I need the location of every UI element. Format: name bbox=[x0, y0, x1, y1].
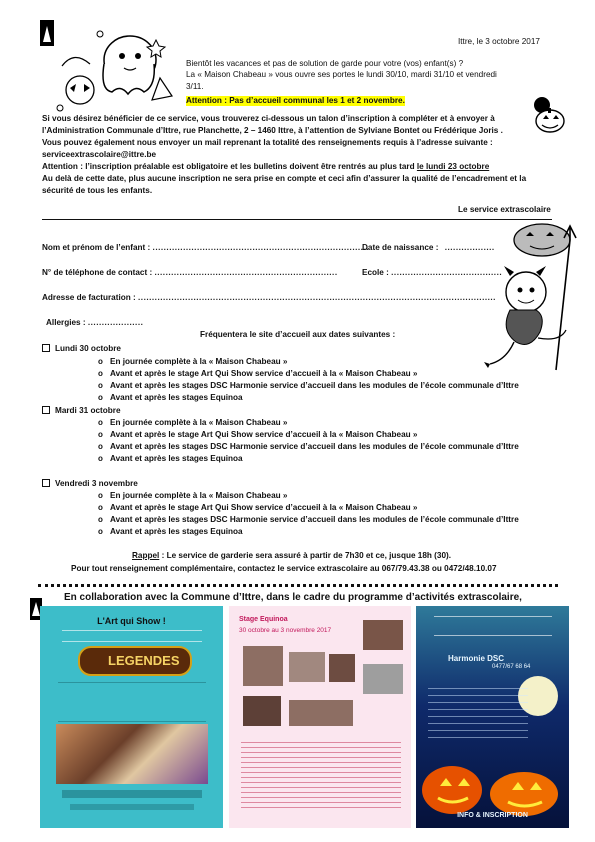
body-line-6: sécurité de tous les enfants. bbox=[42, 186, 153, 195]
option-tuesday-4[interactable] bbox=[98, 454, 243, 464]
deadline-mandatory: l’inscription préalable est obligatoire bbox=[85, 162, 229, 171]
option-label: Avant et après les stages DSC Harmonie service d’accueil dans les modules de l’école communale d’Ittre bbox=[110, 515, 519, 524]
poster1-logo bbox=[78, 646, 192, 676]
bullet-icon: o bbox=[98, 442, 103, 451]
deadline-line bbox=[42, 162, 489, 172]
poster-harmonie-dsc bbox=[416, 606, 569, 828]
ghost-clipart bbox=[40, 20, 175, 115]
poster1-photo bbox=[56, 724, 208, 784]
poster3-footer: INFO & INSCRIPTION bbox=[457, 812, 528, 819]
poster2-photo-6 bbox=[243, 696, 281, 726]
poster2-photo-1 bbox=[243, 646, 283, 686]
rappel-line bbox=[132, 551, 451, 561]
school-dots: ........................................ bbox=[391, 268, 503, 277]
deadline-latest: au plus tard bbox=[368, 162, 415, 171]
option-tuesday-3[interactable] bbox=[98, 442, 519, 452]
child-name-field[interactable] bbox=[42, 243, 369, 253]
deadline-attention: Attention : bbox=[42, 162, 83, 171]
option-friday-2[interactable] bbox=[98, 503, 417, 513]
intro-line-2: La « Maison Chabeau » vous ouvre ses portes le lundi 30/10, mardi 31/10 et vendredi bbox=[186, 70, 497, 79]
poster1-description bbox=[58, 682, 206, 722]
option-monday-1[interactable] bbox=[98, 357, 287, 367]
bullet-icon: o bbox=[98, 357, 103, 366]
checkbox-icon[interactable] bbox=[42, 479, 50, 487]
bullet-icon: o bbox=[98, 369, 103, 378]
deadline-date: le lundi 23 octobre bbox=[416, 162, 490, 171]
pumpkin-clipart bbox=[528, 95, 568, 135]
checkbox-icon[interactable] bbox=[42, 344, 50, 352]
poster3-header-text bbox=[434, 616, 552, 636]
child-name-label: Nom et prénom de l’enfant : bbox=[42, 243, 151, 252]
option-label: Avant et après le stage Art Qui Show service d’accueil à la « Maison Chabeau » bbox=[110, 369, 418, 378]
option-friday-1[interactable] bbox=[98, 491, 287, 501]
option-label: Avant et après le stage Art Qui Show service d’accueil à la « Maison Chabeau » bbox=[110, 503, 418, 512]
poster-equinoa bbox=[229, 606, 411, 828]
phone-dots: .................................................................. bbox=[154, 268, 338, 277]
allergies-field[interactable] bbox=[46, 318, 143, 328]
option-label: Avant et après les stages DSC Harmonie service d’accueil dans les modules de l’école communale d’Ittre bbox=[110, 381, 519, 390]
body-line-2: l’Administration Communale d’Ittre, rue Planchette, 2 – 1460 Ittre, à l’attention de Sylviane Bontet ou Frédérique Joris . bbox=[42, 126, 503, 135]
poster2-photo-2 bbox=[289, 652, 325, 682]
option-label: Avant et après les stages DSC Harmonie service d’accueil dans les modules de l’école communale d’Ittre bbox=[110, 442, 519, 451]
option-friday-4[interactable] bbox=[98, 527, 243, 537]
poster3-brand: Harmonie DSC bbox=[448, 654, 505, 663]
intro-line-3: 3/11. bbox=[186, 82, 204, 91]
contact-line: Pour tout renseignement complémentaire, contactez le service extrascolaire au 067/79.43.38 ou 0472/48.10.07 bbox=[71, 564, 497, 573]
poster2-photo-5 bbox=[363, 664, 403, 694]
day-label: Mardi 31 octobre bbox=[55, 406, 121, 415]
bullet-icon: o bbox=[98, 381, 103, 390]
poster2-title: Stage Equinoa bbox=[239, 616, 288, 623]
bullet-icon: o bbox=[98, 393, 103, 402]
poster2-text-block bbox=[241, 738, 401, 808]
signature: Le service extrascolaire bbox=[458, 205, 551, 214]
option-label: Avant et après les stages Equinoa bbox=[110, 454, 243, 463]
option-tuesday-1[interactable] bbox=[98, 418, 287, 428]
billing-label: Adresse de facturation : bbox=[42, 293, 136, 302]
option-label: En journée complète à la « Maison Chabeau » bbox=[110, 418, 288, 427]
poster1-title: L'Art qui Show ! bbox=[97, 616, 166, 626]
poster-art-qui-show bbox=[40, 606, 223, 828]
billing-dots: ................................................................................................................................. bbox=[138, 293, 496, 302]
day-label: Vendredi 3 novembre bbox=[55, 479, 138, 488]
poster1-footer-band2 bbox=[70, 804, 194, 810]
rappel-text: : Le service de garderie sera assuré à partir de 7h30 et ce, jusque 18h (30). bbox=[159, 551, 452, 560]
attention-banner: Attention : Pas d’accueil communal les 1 et 2 novembre. bbox=[186, 96, 405, 105]
day-checkbox-friday[interactable] bbox=[42, 479, 138, 489]
billing-field[interactable] bbox=[42, 293, 496, 303]
day-label: Lundi 30 octobre bbox=[55, 344, 121, 353]
poster3-phone: 0477/67 68 64 bbox=[492, 664, 531, 670]
poster1-logo-text: LEGENDES bbox=[108, 653, 180, 668]
bullet-icon: o bbox=[98, 527, 103, 536]
intro-line-1: Bientôt les vacances et pas de solution de garde pour votre (vos) enfant(s) ? bbox=[186, 59, 464, 68]
bullet-icon: o bbox=[98, 430, 103, 439]
allergies-label: Allergies : bbox=[46, 318, 86, 327]
poster1-text-lines bbox=[62, 630, 202, 642]
option-label: Avant et après les stages Equinoa bbox=[110, 527, 243, 536]
school-field[interactable] bbox=[362, 268, 502, 278]
option-friday-3[interactable] bbox=[98, 515, 519, 525]
option-tuesday-2[interactable] bbox=[98, 430, 417, 440]
birth-date-label: Date de naissance : bbox=[362, 243, 439, 252]
poster2-photo-7 bbox=[289, 700, 353, 726]
bullet-icon: o bbox=[98, 515, 103, 524]
option-label: Avant et après les stages Equinoa bbox=[110, 393, 243, 402]
body-line-1: Si vous désirez bénéficier de ce service, vous trouverez ci-dessous un talon d’inscription à compléter et à envoyer à bbox=[42, 114, 495, 123]
body-line-5: Au delà de cette date, plus aucune inscription ne sera prise en compte et ceci afin d’assurer la qualité de l’encadrement et la bbox=[42, 174, 527, 183]
birth-date-field[interactable] bbox=[362, 243, 495, 253]
checkbox-icon[interactable] bbox=[42, 406, 50, 414]
deadline-mid: et les bulletins doivent être rentrés bbox=[228, 162, 369, 171]
phone-label: N° de téléphone de contact : bbox=[42, 268, 153, 277]
phone-field[interactable] bbox=[42, 268, 338, 278]
letter-date: Ittre, le 3 octobre 2017 bbox=[458, 37, 540, 46]
day-checkbox-monday[interactable] bbox=[42, 344, 121, 354]
schedule-heading: Fréquentera le site d’accueil aux dates suivantes : bbox=[200, 330, 396, 339]
option-monday-3[interactable] bbox=[98, 381, 519, 391]
poster3-info-lines bbox=[428, 682, 528, 742]
school-label: Ecole : bbox=[362, 268, 389, 277]
allergies-dots: .................... bbox=[87, 318, 144, 327]
child-name-dots: .............................................................................. bbox=[152, 243, 369, 252]
bullet-icon: o bbox=[98, 418, 103, 427]
bullet-icon: o bbox=[98, 454, 103, 463]
poster2-photo-4 bbox=[363, 620, 403, 650]
bullet-icon: o bbox=[98, 491, 103, 500]
body-line-3: Vous pouvez également nous envoyer un mail reprenant la totalité des renseignements requis à l’adresse suivante : bbox=[42, 138, 493, 147]
bullet-icon: o bbox=[98, 503, 103, 512]
collaboration-heading: En collaboration avec la Commune d’Ittre, dans le cadre du programme d’activités extrascolaire, bbox=[64, 592, 522, 603]
poster2-dates: 30 octobre au 3 novembre 2017 bbox=[239, 627, 332, 634]
option-monday-4[interactable] bbox=[98, 393, 243, 403]
rappel-label: Rappel bbox=[132, 551, 160, 560]
dashed-separator bbox=[38, 584, 558, 587]
day-checkbox-tuesday[interactable] bbox=[42, 406, 121, 416]
option-label: En journée complète à la « Maison Chabeau » bbox=[110, 491, 288, 500]
poster3-pumpkins bbox=[416, 746, 569, 816]
option-label: En journée complète à la « Maison Chabeau » bbox=[110, 357, 288, 366]
option-label: Avant et après le stage Art Qui Show service d’accueil à la « Maison Chabeau » bbox=[110, 430, 418, 439]
poster1-footer-band bbox=[62, 790, 202, 798]
birth-date-dots: .................. bbox=[444, 243, 495, 252]
option-monday-2[interactable] bbox=[98, 369, 417, 379]
contact-email[interactable]: serviceextrascolaire@ittre.be bbox=[42, 150, 157, 159]
poster2-photo-3 bbox=[329, 654, 355, 682]
